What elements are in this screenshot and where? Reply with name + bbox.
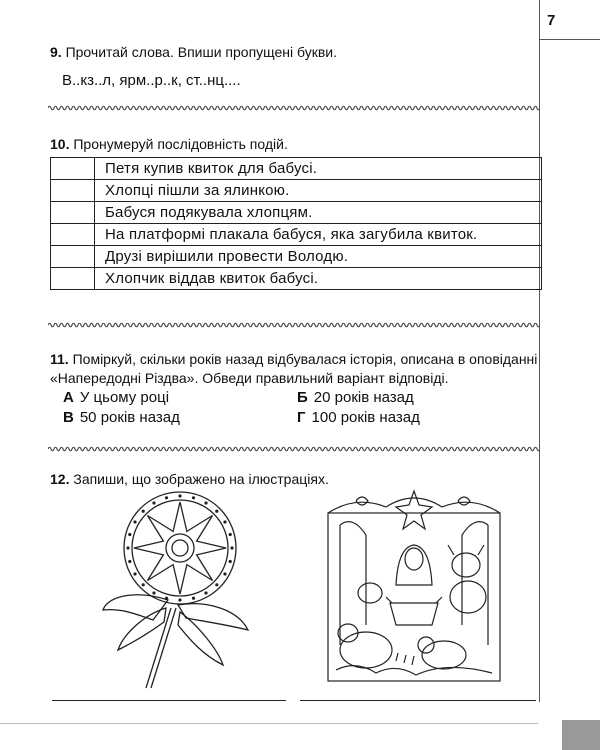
number-box[interactable] [51, 180, 95, 202]
answer-option-b[interactable]: Б 20 років назад [297, 389, 414, 406]
task11-text: Поміркуй, скільки років назад відбувалася історія, описана в оповіданні «Напередодні Різдва». Обведи правильний варіант відповіді. [50, 351, 538, 386]
task10-heading [50, 135, 288, 154]
answer-option-v[interactable]: В 50 років назад [63, 409, 180, 426]
event-text: Хлопці пішли за ялинкою. [95, 180, 542, 202]
task9-words[interactable]: В..кз..л, ярм..р..к, ст..нц.... [62, 72, 241, 89]
task12-instruction: Запиши, що зображено на ілюстраціях. [73, 471, 329, 487]
task11-number: 11. [50, 351, 69, 367]
task11-question [50, 350, 542, 388]
table-row [51, 246, 542, 268]
answer-option-a[interactable]: А У цьому році [63, 389, 170, 406]
event-text: На платформі плакала бабуся, яка загубила квиток. [95, 224, 542, 246]
number-box[interactable] [51, 268, 95, 290]
table-row [51, 268, 542, 290]
sequence-table [50, 157, 542, 290]
task12-number: 12. [50, 471, 70, 487]
page-corner-tab [562, 720, 600, 750]
table-row [51, 158, 542, 180]
task9-heading [50, 43, 337, 62]
task9-number: 9. [50, 44, 62, 60]
table-row [51, 224, 542, 246]
answer-line-1[interactable] [52, 700, 286, 701]
wavy-divider [48, 104, 540, 112]
event-text: Петя купив квиток для бабусі. [95, 158, 542, 180]
event-text: Бабуся подякувала хлопцям. [95, 202, 542, 224]
header-rule [539, 39, 600, 40]
number-box[interactable] [51, 246, 95, 268]
number-box[interactable] [51, 224, 95, 246]
task10-instruction: Пронумеруй послідовність подій. [73, 136, 288, 152]
number-box[interactable] [51, 158, 95, 180]
nativity-scene-illustration [326, 485, 502, 685]
event-text: Хлопчик віддав квиток бабусі. [95, 268, 542, 290]
wavy-divider [48, 445, 540, 453]
page-number: 7 [547, 12, 556, 29]
christmas-star-illustration [98, 490, 258, 690]
footer-rule [0, 723, 538, 724]
task10-number: 10. [50, 136, 70, 152]
wavy-divider [48, 321, 540, 329]
event-text: Друзі вирішили провести Володю. [95, 246, 542, 268]
table-row [51, 202, 542, 224]
table-row [51, 180, 542, 202]
number-box[interactable] [51, 202, 95, 224]
task9-instruction: Прочитай слова. Впиши пропущені букви. [65, 44, 338, 60]
task12-heading [50, 470, 329, 489]
answer-line-2[interactable] [300, 700, 536, 701]
answer-option-g[interactable]: Г 100 років назад [297, 409, 420, 426]
